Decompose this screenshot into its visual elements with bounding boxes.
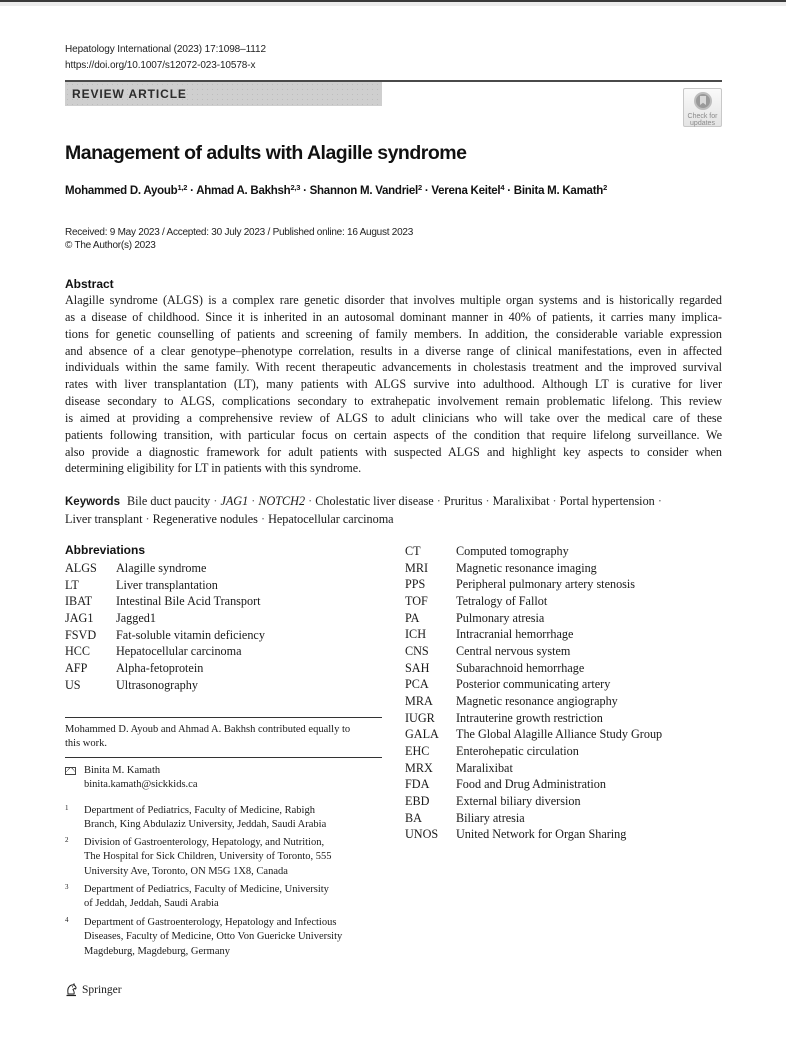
author-separator: · <box>504 185 514 197</box>
affiliation-number: 2 <box>65 836 69 844</box>
keywords-line-1: Keywords Bile duct paucity · JAG1 · NOTCH2 · Cholestatic liver disease · Pruritus · Maralixibat · Portal hypertension · <box>65 494 662 508</box>
keywords-section <box>65 493 722 528</box>
abbreviation-key: MRA <box>405 693 433 708</box>
abbreviation-row <box>65 577 265 594</box>
abstract-line: determining eligibility for LT in patients with this syndrome. <box>65 461 362 476</box>
author-affiliation: 4 <box>500 183 505 192</box>
article-title: Management of adults with Alagille syndrome <box>65 142 467 164</box>
affiliation-number: 1 <box>65 804 69 812</box>
affiliation-line: Department of Gastroenterology, Hepatology and Infectious <box>84 917 337 928</box>
footnote-line: this work. <box>65 738 107 750</box>
abbreviation-key: CNS <box>405 643 429 658</box>
abbreviation-row <box>65 593 265 610</box>
abbreviation-row <box>65 677 265 694</box>
abbreviation-key: IUGR <box>405 710 435 725</box>
abbreviation-row <box>405 726 662 743</box>
keyword: Pruritus <box>443 494 483 508</box>
abstract-line: is aimed at providing a comprehensive review of ALGS to adult clinicians who will take over the medical care of these <box>65 410 722 425</box>
abbreviation-key: UNOS <box>405 827 439 842</box>
check-for-updates-badge[interactable] <box>683 88 722 127</box>
abstract-line: rates with liver transplantation (LT), many patients with ALGS survive into adulthood. Although LT is curative for liver <box>65 377 722 392</box>
author-list <box>65 185 607 197</box>
keyword: Regenerative nodules <box>152 511 258 526</box>
author-affiliation: 1,2 <box>177 183 188 192</box>
abstract-line: tions for genetic counselling of patients and screening of family members. In addition, the considerable variable expression <box>65 326 722 341</box>
abbreviation-key: PCA <box>405 677 429 692</box>
keyword: JAG1 <box>220 494 249 508</box>
affiliation-number: 3 <box>65 883 69 891</box>
corresponding-author-email[interactable]: binita.kamath@sickkids.ca <box>84 779 198 791</box>
envelope-icon <box>65 767 76 775</box>
author-affiliation: 2,3 <box>290 183 301 192</box>
journal-citation: Hepatology International (2023) 17:1098–1112 <box>65 44 266 55</box>
abbreviation-key: TOF <box>405 593 428 608</box>
abstract-line: Alagille syndrome (ALGS) is a complex rare genetic disorder that involves multiple organ systems and is historically regarded <box>65 293 722 307</box>
keywords-label: Keywords <box>65 496 120 508</box>
abbreviation-meaning: Food and Drug Administration <box>456 777 606 792</box>
abbreviation-row <box>405 543 662 560</box>
abbreviation-meaning: Posterior communicating artery <box>456 677 611 692</box>
abbreviation-key: EHC <box>405 743 430 758</box>
badge-text-line1: Check for <box>687 113 718 120</box>
abstract-heading: Abstract <box>65 277 114 291</box>
author-separator: · <box>187 185 197 197</box>
abbreviation-row <box>405 793 662 810</box>
abbreviation-row <box>405 626 662 643</box>
abbreviation-row <box>405 610 662 627</box>
abstract-line: and absence of a clear genotype–phenotype correlation, results in a diverse range of clinical manifestations, even in affected <box>65 343 722 358</box>
springer-knight-icon <box>65 983 78 997</box>
keyword: Cholestatic liver disease <box>315 494 434 508</box>
author-name: Shannon M. Vandriel <box>309 185 418 197</box>
abstract-line: patients following transition, with particular focus on certain aspects of the condition that require lifelong surveillance. We <box>65 427 722 442</box>
abbreviation-key: HCC <box>65 644 91 659</box>
abbreviation-key: IBAT <box>65 594 93 609</box>
abbreviation-key: AFP <box>65 660 88 675</box>
abbreviation-meaning: Ultrasonography <box>116 677 198 692</box>
abbreviation-key: MRI <box>405 560 429 575</box>
abstract-line: disease secondary to ALGS, complications secondary to extrahepatic involvement remain problematic lifelong. This review <box>65 394 722 409</box>
footnote-rule-bottom <box>65 757 382 758</box>
abbreviation-key: SAH <box>405 660 430 675</box>
abstract-line: as a disease of childhood. Since it is inherited in an autosomal dominant manner in 40% of patients, it carries many implica- <box>65 309 722 324</box>
abbreviation-meaning: Pulmonary atresia <box>456 610 545 625</box>
keyword: Liver transplant <box>65 511 143 526</box>
abbreviation-row <box>405 576 662 593</box>
abbreviation-row <box>65 610 265 627</box>
keyword: Hepatocellular carcinoma <box>268 511 394 526</box>
publisher-name: Springer <box>82 984 122 996</box>
abbreviation-meaning: Alpha-fetoprotein <box>116 660 204 675</box>
abbreviation-meaning: Tetralogy of Fallot <box>456 593 548 608</box>
check-for-updates-icon <box>694 92 712 110</box>
abbreviation-row <box>405 810 662 827</box>
abbreviation-key: CT <box>405 544 421 558</box>
abstract-line: also provide a diagnostic framework for adult patients with suspected ALGS and highlight key aspects to consider when <box>65 444 722 459</box>
footnote-line: Mohammed D. Ayoub and Ahmad A. Bakhsh contributed equally to <box>65 724 351 735</box>
abbreviation-meaning: Magnetic resonance imaging <box>456 560 597 575</box>
abbreviation-key: FSVD <box>65 627 97 642</box>
abbreviation-row <box>65 560 265 577</box>
author-separator: · <box>300 185 310 197</box>
affiliation-number: 4 <box>65 916 69 924</box>
footnote-rule-top <box>65 717 382 718</box>
author-name: Mohammed D. Ayoub <box>65 185 178 197</box>
page-top-shade <box>0 2 786 6</box>
author-name: Binita M. Kamath <box>513 185 604 197</box>
abbreviation-meaning: Hepatocellular carcinoma <box>116 644 242 659</box>
badge-text-line2: updates <box>690 120 715 127</box>
abstract-line: individuals within the same family. With recent therapeutic advancements in cholestasis treatment and the improved survival <box>65 360 722 375</box>
abbreviation-meaning: Central nervous system <box>456 643 571 658</box>
publication-dates: Received: 9 May 2023 / Accepted: 30 July 2023 / Published online: 16 August 2023 <box>65 227 414 238</box>
article-type-bar <box>65 82 382 106</box>
affiliation-line: Division of Gastroenterology, Hepatology, and Nutrition, <box>84 837 325 848</box>
abbreviation-key: EBD <box>405 793 430 808</box>
author-name: Verena Keitel <box>431 185 501 197</box>
abbreviation-key: LT <box>65 577 79 592</box>
author-affiliation: 2 <box>603 183 607 192</box>
abbreviations-heading: Abbreviations <box>65 543 146 557</box>
abbreviation-row <box>65 660 265 677</box>
affiliation-line: Branch, King Abdulaziz University, Jeddah, Saudi Arabia <box>84 819 327 831</box>
abbreviation-row <box>65 643 265 660</box>
abbreviation-meaning: Peripheral pulmonary artery stenosis <box>456 577 636 592</box>
abbreviation-row <box>405 743 662 760</box>
abbreviation-row <box>405 693 662 710</box>
author-separator: · <box>421 185 432 197</box>
abbreviation-row <box>405 826 662 843</box>
abbreviation-meaning: Subarachnoid hemorrhage <box>456 660 585 675</box>
author-name: Ahmad A. Bakhsh <box>196 185 291 197</box>
abbreviation-row <box>405 560 662 577</box>
affiliation-line: Diseases, Faculty of Medicine, Otto Von Guericke University <box>84 931 343 943</box>
publisher-logo <box>65 983 122 997</box>
doi-link[interactable]: https://doi.org/10.1007/s12072-023-10578-x <box>65 60 256 71</box>
affiliation-line: University Ave, Toronto, ON M5G 1X8, Canada <box>84 865 288 877</box>
abbreviation-meaning: United Network for Organ Sharing <box>456 827 627 842</box>
abbreviation-key: JAG1 <box>65 610 94 625</box>
corresponding-author-name: Binita M. Kamath <box>84 765 161 776</box>
affiliation-line: Magdeburg, Magdeburg, Germany <box>84 945 230 957</box>
abbreviation-key: PA <box>405 610 420 625</box>
abbreviation-meaning: Intracranial hemorrhage <box>456 627 574 642</box>
equal-contribution-note <box>65 723 382 752</box>
abbreviation-row <box>405 643 662 660</box>
abbreviation-key: GALA <box>405 727 439 742</box>
abbreviation-row <box>405 776 662 793</box>
abbreviations-right-column <box>405 543 662 843</box>
keyword: NOTCH2 <box>258 494 306 508</box>
abbreviation-key: US <box>65 677 81 692</box>
copyright-line: © The Author(s) 2023 <box>65 240 156 251</box>
abbreviation-key: ALGS <box>65 561 97 575</box>
abbreviation-meaning: Biliary atresia <box>456 810 525 825</box>
abbreviation-key: ICH <box>405 627 426 642</box>
abbreviation-meaning: Intestinal Bile Acid Transport <box>116 594 261 609</box>
abbreviation-key: BA <box>405 810 422 825</box>
abbreviation-row <box>405 593 662 610</box>
abbreviation-meaning: Liver transplantation <box>116 577 218 592</box>
abbreviations-left-column <box>65 560 265 693</box>
abbreviation-row <box>405 676 662 693</box>
article-type-label: REVIEW ARTICLE <box>72 87 187 101</box>
abbreviation-meaning: Jagged1 <box>116 610 156 625</box>
keywords-line-2: Liver transplant · Regenerative nodules · Hepatocellular carcinoma <box>65 511 394 526</box>
abbreviation-key: PPS <box>405 577 426 592</box>
abbreviation-key: FDA <box>405 777 430 792</box>
abbreviation-meaning: Alagille syndrome <box>116 561 207 575</box>
keyword: Maralixibat <box>492 494 550 508</box>
keyword: Bile duct paucity <box>127 494 211 508</box>
abbreviation-meaning: The Global Alagille Alliance Study Group <box>456 727 663 742</box>
abbreviation-row <box>405 660 662 677</box>
affiliation-line: The Hospital for Sick Children, University of Toronto, 555 <box>84 851 332 863</box>
abbreviation-meaning: Maralixibat <box>456 760 513 775</box>
author-affiliation: 2 <box>417 183 422 192</box>
affiliation-line: of Jeddah, Jeddah, Saudi Arabia <box>84 898 219 910</box>
abbreviation-key: MRX <box>405 760 433 775</box>
abbreviation-row <box>405 710 662 727</box>
abbreviation-meaning: Magnetic resonance angiography <box>456 693 618 708</box>
affiliation-line: Department of Pediatrics, Faculty of Medicine, University <box>84 884 329 895</box>
affiliation-line: Department of Pediatrics, Faculty of Medicine, Rabigh <box>84 805 315 816</box>
abbreviation-meaning: External biliary diversion <box>456 793 581 808</box>
abbreviation-meaning: Enterohepatic circulation <box>456 743 579 758</box>
abbreviation-meaning: Computed tomography <box>456 544 569 558</box>
abbreviation-row <box>65 627 265 644</box>
abbreviation-meaning: Fat-soluble vitamin deficiency <box>116 627 265 642</box>
abstract-body <box>65 292 722 477</box>
abbreviation-meaning: Intrauterine growth restriction <box>456 710 603 725</box>
abbreviation-row <box>405 760 662 777</box>
keyword: Portal hypertension <box>559 494 655 508</box>
